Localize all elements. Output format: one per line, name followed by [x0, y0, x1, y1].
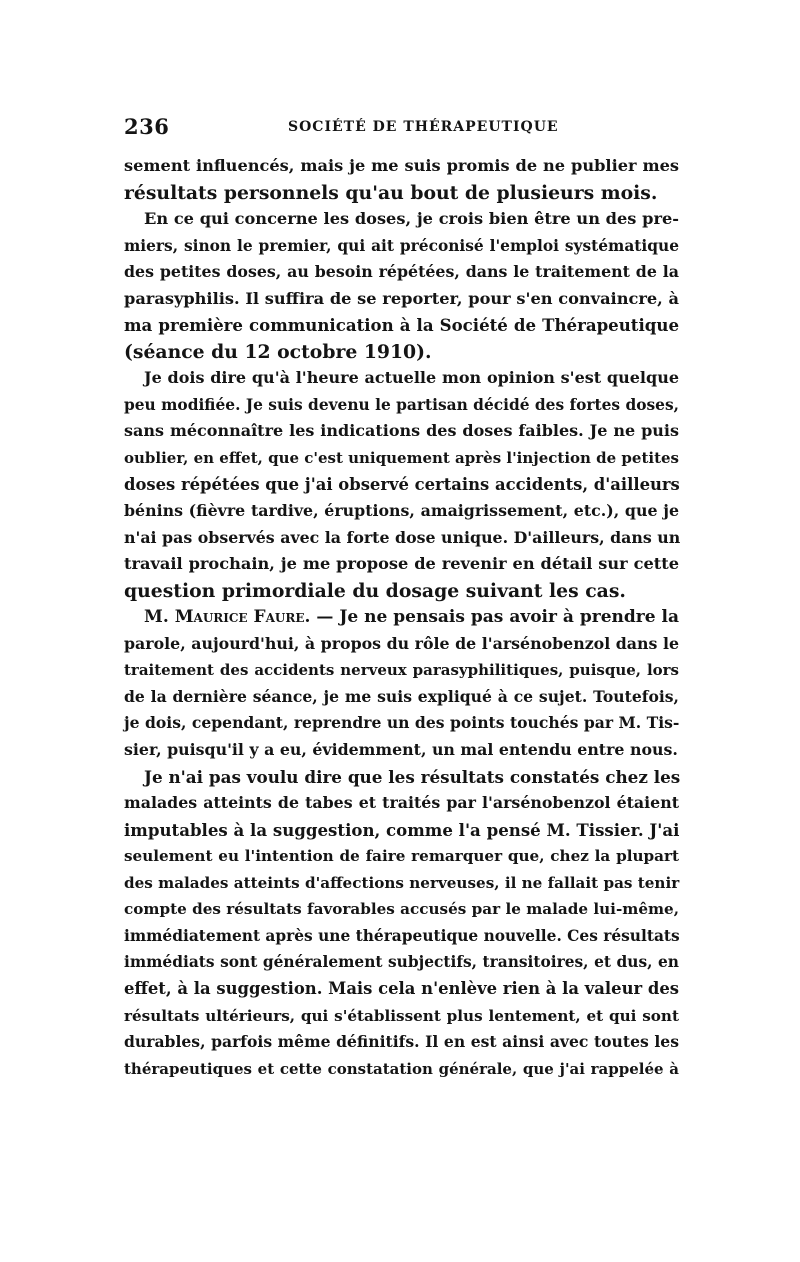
text-line: des petites doses, au besoin répétées, dans le traitement de la [124, 262, 679, 282]
text-line: compte des résultats favorables accusés par le malade lui-même, [124, 900, 679, 919]
text-line: sier, puisqu'il y a eu, évidemment, un mal entendu entre nous. [124, 740, 678, 760]
text-line: oublier, en effet, que c'est uniquement après l'injection de petites [124, 449, 679, 468]
text-line: En ce qui concerne les doses, je crois bien être un des pre- [144, 209, 679, 229]
text-line: je dois, cependant, reprendre un des points touchés par M. Tis- [124, 713, 680, 733]
text-line: parasyphilis. Il suffira de se reporter, pour s'en convaincre, à [124, 288, 679, 308]
text-line: durables, parfois même définitifs. Il en est ainsi avec toutes les [124, 1032, 679, 1052]
text-line: Je dois dire qu'à l'heure actuelle mon opinion s'est quelque [144, 368, 679, 388]
text-line [124, 604, 679, 631]
paragraph [124, 153, 679, 206]
text-line: (séance du 12 octobre 1910). [124, 340, 432, 363]
speaker-line-text: — Je ne pensais pas avoir à prendre la [310, 607, 679, 628]
speaker-name: M. Maurice Faure. [144, 607, 311, 628]
text-line: immédiatement après une thérapeutique nouvelle. Ces résultats [124, 926, 680, 945]
text-line: travail prochain, je me propose de revenir en détail sur cette [124, 554, 679, 574]
text-line: imputables à la suggestion, comme l'a pensé M. Tissier. J'ai [124, 819, 680, 840]
text-line: seulement eu l'intention de faire remarquer que, chez la plupart [124, 847, 679, 866]
text-line: ma première communication à la Société de Thérapeutique [124, 315, 679, 336]
text-line: Je n'ai pas voulu dire que les résultats constatés chez les [144, 766, 681, 787]
text-line: traitement des accidents nerveux parasyphilitiques, puisque, lors [124, 661, 679, 680]
text-line: doses répétées que j'ai observé certains accidents, d'ailleurs [124, 474, 680, 494]
text-line: résultats ultérieurs, qui s'établissent plus lentement, et qui sont [124, 1006, 679, 1025]
page-header [124, 114, 679, 144]
body-text [124, 153, 679, 1082]
paragraph [124, 604, 679, 763]
text-line: des malades atteints d'affections nerveuses, il ne fallait pas tenir [124, 873, 680, 892]
paragraph [124, 206, 679, 365]
text-line: sans méconnaître les indications des doses faibles. Je ne puis [124, 421, 679, 441]
running-title: SOCIÉTÉ DE THÉRAPEUTIQUE [288, 119, 559, 135]
text-line: miers, sinon le premier, qui ait préconisé l'emploi systématique [124, 236, 679, 255]
paragraph [124, 365, 679, 604]
text-line: sement influencés, mais je me suis promis de ne publier mes [124, 156, 679, 175]
text-line: question primordiale du dosage suivant les cas. [124, 579, 626, 602]
text-line: thérapeutiques et cette constatation générale, que j'ai rappelée à [124, 1059, 679, 1078]
text-line: peu modifiée. Je suis devenu le partisan décidé des fortes doses, [124, 395, 679, 414]
text-line: de la dernière séance, je me suis expliqué à ce sujet. Toutefois, [124, 686, 679, 706]
text-line: n'ai pas observés avec la forte dose unique. D'ailleurs, dans un [124, 527, 681, 547]
text-line: bénins (fièvre tardive, éruptions, amaigrissement, etc.), que je [124, 501, 679, 521]
text-line: résultats personnels qu'au bout de plusieurs mois. [124, 181, 658, 204]
text-line: immédiats sont généralement subjectifs, transitoires, et dus, en [124, 953, 679, 972]
text-line: effet, à la suggestion. Mais cela n'enlève rien à la valeur des [124, 978, 679, 998]
paragraph [124, 764, 679, 1083]
page-number: 236 [124, 114, 170, 139]
text-line: parole, aujourd'hui, à propos du rôle de l'arsénobenzol dans le [124, 633, 679, 653]
text-line: malades atteints de tabes et traités par l'arsénobenzol étaient [124, 793, 679, 813]
